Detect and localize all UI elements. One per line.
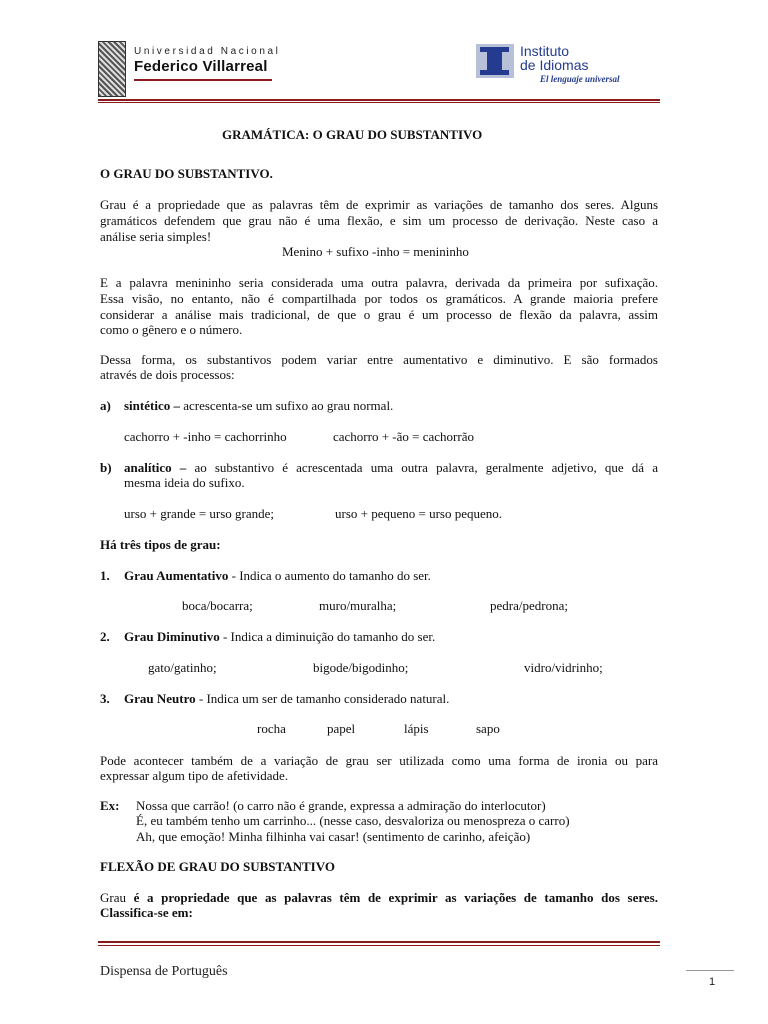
list-item-text: - Indica um ser de tamanho considerado natural. (195, 691, 450, 706)
example: cachorro + -inho = cachorrinho (124, 429, 287, 444)
header-divider-thin (98, 102, 660, 103)
paragraph-bold: é a propriedade que as palavras têm de exprimir as variações de tamanho dos seres. (133, 890, 658, 905)
example-line: Ah, que emoção! Minha filhinha vai casar! (sentimento de carinho, afeição) (136, 829, 531, 844)
paragraph-line: Dessa forma, os substantivos podem variar entre aumentativo e diminutivo. E são formados (100, 352, 658, 367)
institute-logo (476, 44, 620, 92)
example: gato/gatinho; (148, 660, 217, 675)
list-item (124, 398, 393, 413)
list-item (124, 568, 431, 583)
list-item-text: ao substantivo é acrescentada uma outra palavra, geralmente adjetivo, que dá a (186, 460, 658, 475)
example: sapo (476, 721, 500, 736)
institute-name (520, 44, 620, 92)
paragraph-text: Grau (100, 890, 134, 905)
section-heading: O GRAU DO SUBSTANTIVO. (100, 166, 273, 181)
footer-divider-thin (98, 945, 660, 946)
example-line: Nossa que carrão! (o carro não é grande, expressa a admiração do interlocutor) (136, 798, 546, 813)
list-item-text: mesma ideia do sufixo. (124, 475, 245, 490)
paragraph-line (100, 890, 658, 905)
subheading: Há três tipos de grau: (100, 537, 221, 552)
institute-slogan: El lenguaje universal (540, 74, 620, 84)
university-name-line1: Universidad Nacional (134, 46, 281, 57)
list-item-term: Grau Neutro (124, 691, 196, 706)
paragraph-line: Grau é a propriedade que as palavras têm de exprimir as variações de tamanho dos seres. Alguns (100, 197, 658, 212)
paragraph-line: considerar a análise mais tradicional, de que o grau é um processo de flexão da palavra, assim (100, 307, 658, 322)
example: vidro/vidrinho; (524, 660, 603, 675)
university-name-line2: Federico Villarreal (134, 58, 268, 75)
list-item-text: acrescenta-se um sufixo ao grau normal. (179, 398, 394, 413)
example: bigode/bigodinho; (313, 660, 409, 675)
paragraph-line: através de dois processos: (100, 367, 235, 382)
paragraph-line: E a palavra menininho seria considerada uma outra palavra, derivada da primeira por sufixação. (100, 275, 658, 290)
university-seal-icon (98, 41, 126, 97)
formula: Menino + sufixo -inho = menininho (282, 244, 469, 259)
paragraph-line: como o gênero e o número. (100, 322, 243, 337)
list-item-term: Grau Diminutivo (124, 629, 220, 644)
example: urso + grande = urso grande; (124, 506, 275, 521)
institute-name-line2: de Idiomas (520, 57, 589, 73)
list-item-text: - Indica a diminuição do tamanho do ser. (219, 629, 436, 644)
example-line: É, eu também tenho um carrinho... (nesse caso, desvaloriza ou menospreza o carro) (136, 813, 570, 828)
list-marker: 1. (100, 568, 110, 583)
paragraph-line: análise seria simples! (100, 229, 212, 244)
page-title: GRAMÁTICA: O GRAU DO SUBSTANTIVO (222, 127, 483, 142)
page-number-rule (686, 970, 734, 971)
header-divider (98, 99, 660, 101)
list-item (124, 691, 449, 706)
footer-divider (98, 941, 660, 943)
institute-name-line1: Instituto (520, 43, 570, 59)
list-marker: b) (100, 460, 112, 475)
list-marker: 3. (100, 691, 110, 706)
university-name (134, 46, 281, 81)
paragraph-line: Essa visão, no entanto, não é compartilhada por todos os gramáticos. A grande maioria prefere (100, 291, 658, 306)
example-label: Ex: (100, 798, 120, 813)
list-item-term: analítico – (124, 460, 187, 475)
page-number: 1 (708, 976, 716, 988)
footer-text: Dispensa de Português (100, 964, 228, 979)
paragraph-line: gramáticos defendem que grau não é uma flexão, e sim um processo de derivação. Neste caso a (100, 213, 658, 228)
example: lápis (404, 721, 429, 736)
section-heading: FLEXÃO DE GRAU DO SUBSTANTIVO (100, 859, 335, 874)
example: boca/bocarra; (182, 598, 253, 613)
list-marker: a) (100, 398, 111, 413)
list-item (124, 460, 658, 475)
list-item-text: - Indica o aumento do tamanho do ser. (228, 568, 431, 583)
example: papel (327, 721, 356, 736)
list-item-term: sintético – (124, 398, 180, 413)
example: cachorro + -ão = cachorrão (333, 429, 474, 444)
paragraph-line: expressar algum tipo de afetividade. (100, 768, 289, 783)
paragraph-line: Pode acontecer também de a variação de grau ser utilizada como uma forma de ironia ou para (100, 753, 658, 768)
example: urso + pequeno = urso pequeno. (335, 506, 503, 521)
institute-i-icon (476, 44, 514, 78)
list-item (124, 629, 435, 644)
example: muro/muralha; (319, 598, 397, 613)
example: pedra/pedrona; (490, 598, 568, 613)
paragraph-line: Classifica-se em: (100, 905, 193, 920)
list-marker: 2. (100, 629, 110, 644)
list-item-term: Grau Aumentativo (124, 568, 229, 583)
university-logo (98, 41, 281, 97)
example: rocha (257, 721, 286, 736)
university-underline (134, 79, 272, 81)
